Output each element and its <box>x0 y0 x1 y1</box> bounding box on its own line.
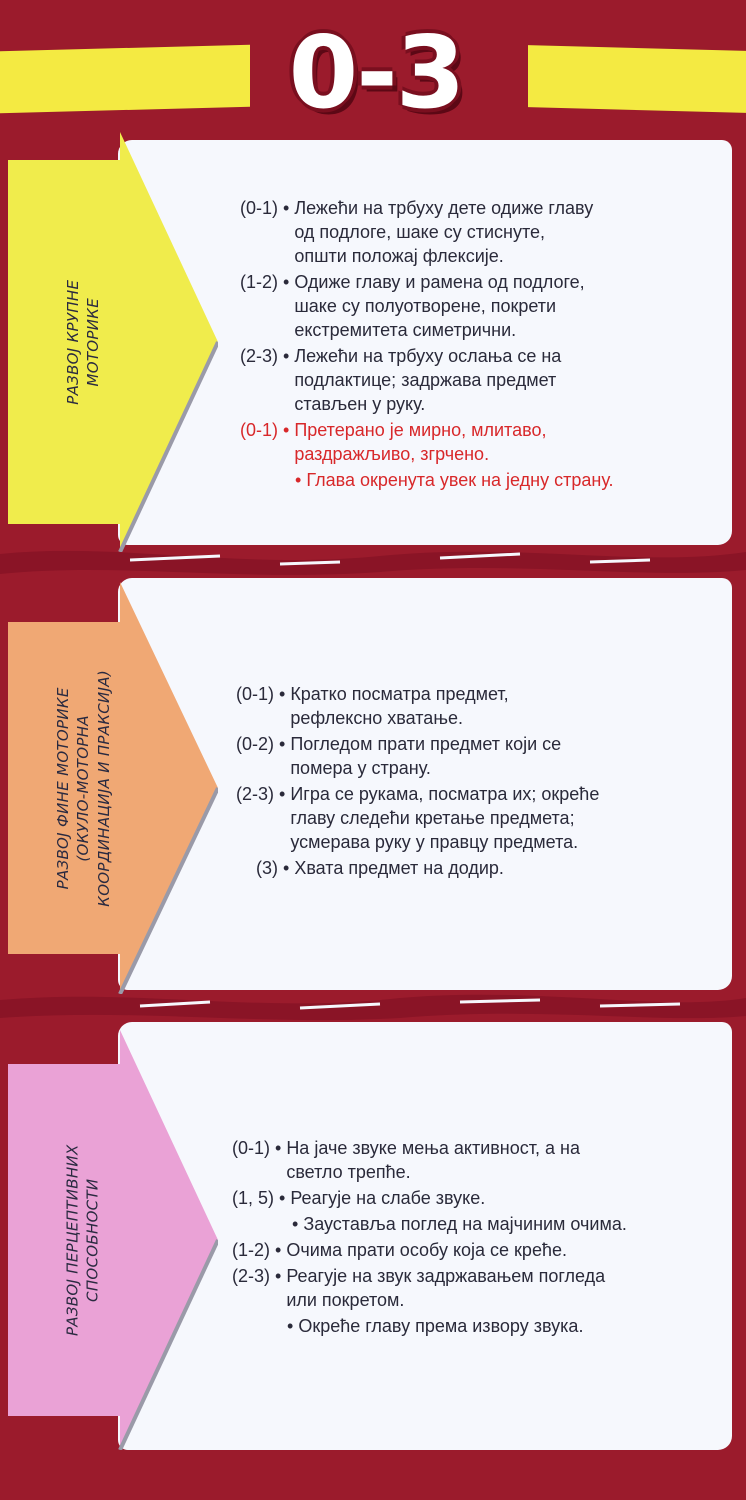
milestone-text: Игра се рукама, посматра их; окреће главу следећи кретање предмета; усмерава руку у правцу предмета. <box>290 784 600 852</box>
page-title <box>246 8 506 138</box>
milestone-text: Хвата предмет на додир. <box>294 858 504 878</box>
list-item <box>232 1136 692 1184</box>
age-range: (0-1) • <box>236 684 291 704</box>
fine-motor-label-line1: РАЗВОЈ ФИНЕ МОТОРИКЕ <box>53 687 72 889</box>
milestone-text: Лежећи на трбуху дете одиже главу од подлоге, шаке су стиснуте, општи положај флексије. <box>294 198 594 266</box>
milestone-text: Очима прати особу која се креће. <box>286 1240 567 1260</box>
warning-text: Глава окренута увек на једну страну. <box>306 470 614 490</box>
age-range: (0-1) • <box>240 420 295 440</box>
milestone-text: На јаче звуке мења активност, а на светло трепће. <box>286 1138 580 1182</box>
fine-motor-label-line3: КООРДИНАЦИЈА И ПРАКСИЈА) <box>94 669 113 907</box>
fine-motor-list <box>236 682 696 882</box>
list-item <box>232 1264 692 1312</box>
age-range: (1, 5) • <box>232 1188 291 1208</box>
list-item <box>232 1212 692 1236</box>
milestone-text: Реагује на звук задржавањем погледа или покретом. <box>286 1266 606 1310</box>
gross-motor-arrow <box>8 132 218 552</box>
milestone-text: Погледом прати предмет који се помера у страну. <box>290 734 562 778</box>
bullet: • <box>232 1316 299 1336</box>
perceptual-list <box>232 1136 692 1340</box>
age-range: (1-2) • <box>240 272 295 292</box>
perceptual-label-line1: РАЗВОЈ ПЕРЦЕПТИВНИХ <box>63 1144 82 1336</box>
header-banner-left <box>0 45 250 114</box>
list-item <box>232 1186 692 1210</box>
age-range: (2-3) • <box>240 346 295 366</box>
warning-item <box>240 418 700 466</box>
age-range: (0-1) • <box>232 1138 287 1158</box>
fine-motor-arrow <box>8 582 218 994</box>
perceptual-arrow <box>8 1030 218 1450</box>
age-range: (3) • <box>236 858 295 878</box>
age-range: (1-2) • <box>232 1240 287 1260</box>
warning-item <box>240 468 700 492</box>
gross-motor-label-line1: РАЗВОЈ КРУПНЕ <box>63 279 82 405</box>
age-range: (2-3) • <box>232 1266 287 1286</box>
list-item <box>236 856 696 880</box>
header-banner-right <box>528 45 746 113</box>
list-item <box>236 682 696 730</box>
list-item <box>240 344 700 416</box>
age-range: (0-2) • <box>236 734 291 754</box>
list-item <box>236 732 696 780</box>
perceptual-label-line2: СПОСОБНОСТИ <box>84 1178 103 1302</box>
age-range: (2-3) • <box>236 784 291 804</box>
bullet: • <box>240 470 307 490</box>
list-item <box>240 270 700 342</box>
age-range-title: 0-3 <box>288 14 464 131</box>
list-item <box>236 782 696 854</box>
milestone-text: Реагује на слабе звуке. <box>290 1188 486 1208</box>
milestone-text: Окреће главу према извору звука. <box>298 1316 584 1336</box>
gross-motor-label-line2: МОТОРИКЕ <box>83 297 102 387</box>
list-item <box>240 196 700 268</box>
bullet: • <box>232 1214 304 1234</box>
milestone-text: Одиже главу и рамена од подлоге, шаке су полуотворене, покрети екстремитета симетрични. <box>294 272 585 340</box>
milestone-text: Лежећи на трбуху ослања се на подлактице; задржава предмет стављен у руку. <box>294 346 562 414</box>
milestone-text: Зауставља поглед на мајчиним очима. <box>303 1214 627 1234</box>
fine-motor-label-line2: (ОКУЛО-МОТОРНА <box>73 714 92 862</box>
age-range: (0-1) • <box>240 198 295 218</box>
milestone-text: Кратко посматра предмет, рефлексно хватање. <box>290 684 509 728</box>
list-item <box>232 1314 692 1338</box>
warning-text: Претерано је мирно, млитаво, раздражљиво, згрчено. <box>294 420 547 464</box>
gross-motor-list <box>240 196 700 494</box>
list-item <box>232 1238 692 1262</box>
